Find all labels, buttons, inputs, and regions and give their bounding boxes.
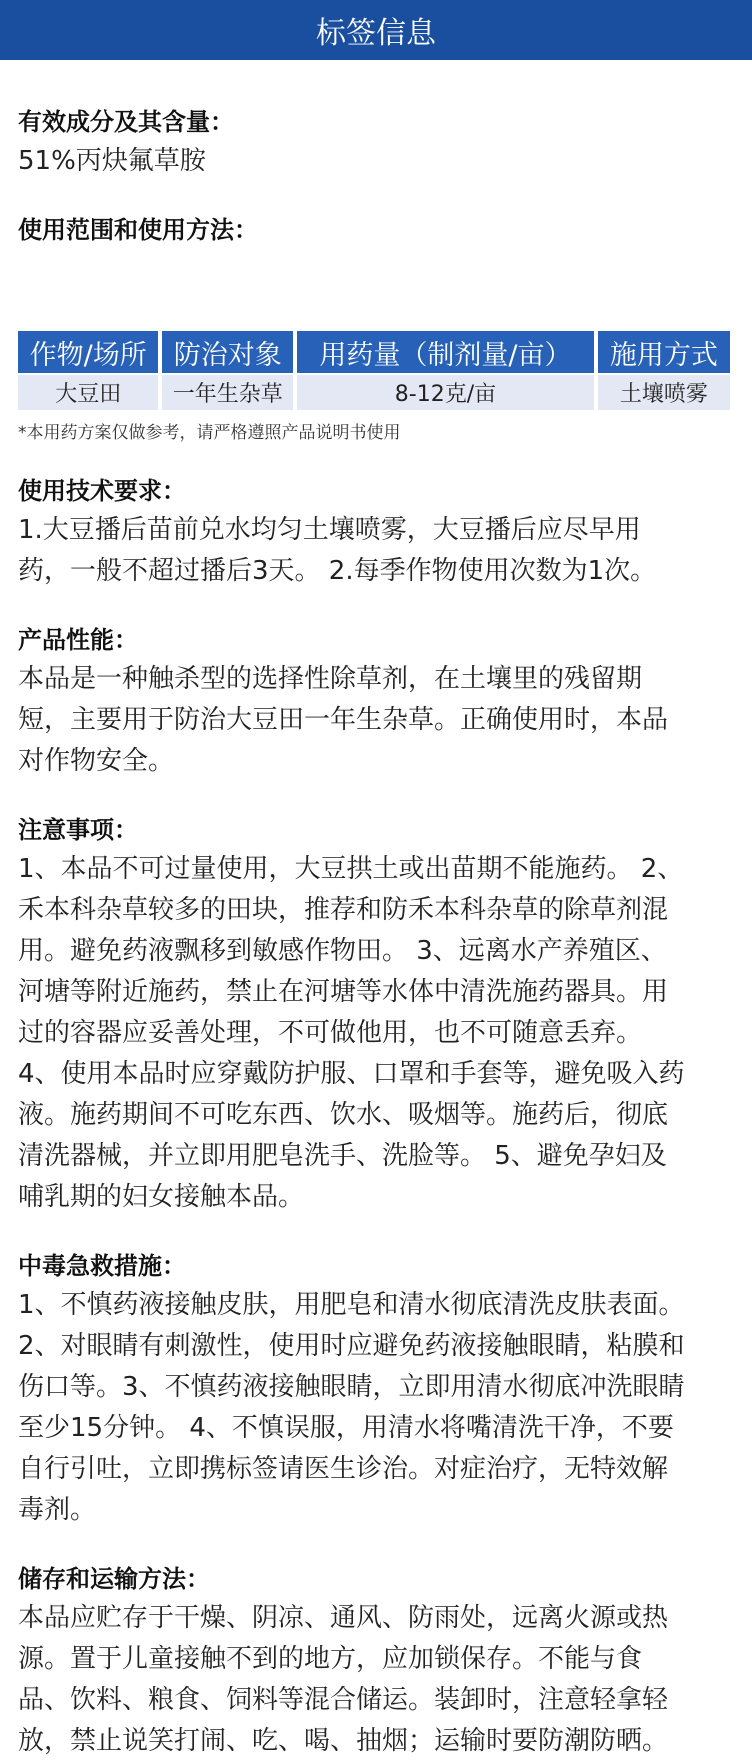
text-line: 自行引吐，立即携标签请医生诊治。对症治疗，无特效解 [18,1454,669,1484]
section-text [18,1285,734,1531]
usage-note: *本用药方案仅做参考，请严格遵照产品说明书使用 [18,423,401,443]
section-text [18,659,734,782]
column-header-crop: 作物/场所 [18,331,158,373]
text-line: 1.大豆播后苗前兑水均匀土壤喷雾，大豆播后应尽早用 [18,515,641,545]
ingredients-text: 51%丙炔氟草胺 [18,146,206,176]
section-title: 中毒急救措施： [18,1252,186,1280]
usage-title: 使用范围和使用方法： [18,216,258,244]
text-line: 品、饮料、粮食、饲料等混合储运。装卸时，注意轻拿轻 [18,1685,669,1715]
column-header-dosage: 用药量（制剂量/亩） [297,331,594,373]
text-line: 1、不慎药液接触皮肤，用肥皂和清水彻底清洗皮肤表面。 [18,1290,685,1320]
section-title: 注意事项： [18,816,138,844]
text-line: 药，一般不超过播后3天。 2.每季作物使用次数为1次。 [18,556,657,586]
text-line: 1、本品不可过量使用，大豆拱土或出苗期不能施药。 2、 [18,854,684,884]
text-line: 源。置于儿童接触不到的地方，应加锁保存。不能与食 [18,1644,643,1674]
text-line: 2、对眼睛有刺激性，使用时应避免药液接触眼睛，粘膜和 [18,1331,685,1361]
section-title: 储存和运输方法： [18,1565,210,1593]
table-cell-method: 土壤喷雾 [598,375,730,410]
column-header-method: 施用方式 [598,331,730,373]
page-title: 标签信息 [316,16,436,51]
text-line: 放，禁止说笑打闹、吃、喝、抽烟；运输时要防潮防晒。 [18,1726,669,1756]
text-line: 哺乳期的妇女接触本品。 [18,1182,305,1212]
label-content [0,102,752,1762]
table-cell-crop: 大豆田 [18,375,158,410]
text-line: 过的容器应妥善处理，不可做他用，也不可随意丢弃。 [18,1018,643,1048]
table-cell-dosage: 8-12克/亩 [297,375,594,410]
first-aid-section [18,1246,734,1531]
ingredients-title: 有效成分及其含量： [18,108,234,136]
text-line: 伤口等。3、不慎药液接触眼睛，立即用清水彻底冲洗眼睛 [18,1372,685,1402]
text-line: 禾本科杂草较多的田块，推荐和防禾本科杂草的除草剂混 [18,895,669,925]
text-line: 本品应贮存于干燥、阴凉、通风、防雨处，远离火源或热 [18,1603,669,1633]
section-text [18,1598,734,1762]
section-title: 产品性能： [18,626,138,654]
text-line: 4、使用本品时应穿戴防护服、口罩和手套等，避免吸入药 [18,1059,685,1089]
table-row [18,375,730,410]
usage-table [14,329,734,412]
text-line: 对作物安全。 [18,746,175,776]
usage-table-header-row [18,331,730,373]
text-line: 毒剂。 [18,1495,97,1525]
text-line: 至少15分钟。 4、不慎误服，用清水将嘴清洗干净，不要 [18,1413,674,1443]
section-title: 使用技术要求： [18,477,186,505]
precautions-section [18,810,734,1218]
storage-transport-section [18,1559,734,1762]
usage-section [18,210,734,443]
text-line: 短，主要用于防治大豆田一年生杂草。正确使用时，本品 [18,705,669,735]
section-text [18,510,734,592]
text-line: 河塘等附近施药，禁止在河塘等水体中清洗施药器具。用 [18,977,669,1007]
text-line: 本品是一种触杀型的选择性除草剂，在土壤里的残留期 [18,664,643,694]
section-text [18,849,734,1218]
table-cell-target: 一年生杂草 [162,375,293,410]
text-line: 用。避免药液飘移到敏感作物田。 3、远离水产养殖区、 [18,936,667,966]
ingredients-section [18,102,734,182]
technical-requirements-section [18,471,734,592]
page-header [0,0,752,60]
usage-table-wrap [18,329,734,412]
product-performance-section [18,620,734,782]
column-header-target: 防治对象 [162,331,293,373]
text-line: 清洗器械，并立即用肥皂洗手、洗脸等。 5、避免孕妇及 [18,1141,667,1171]
text-line: 液。施药期间不可吃东西、饮水、吸烟等。施药后，彻底 [18,1100,669,1130]
